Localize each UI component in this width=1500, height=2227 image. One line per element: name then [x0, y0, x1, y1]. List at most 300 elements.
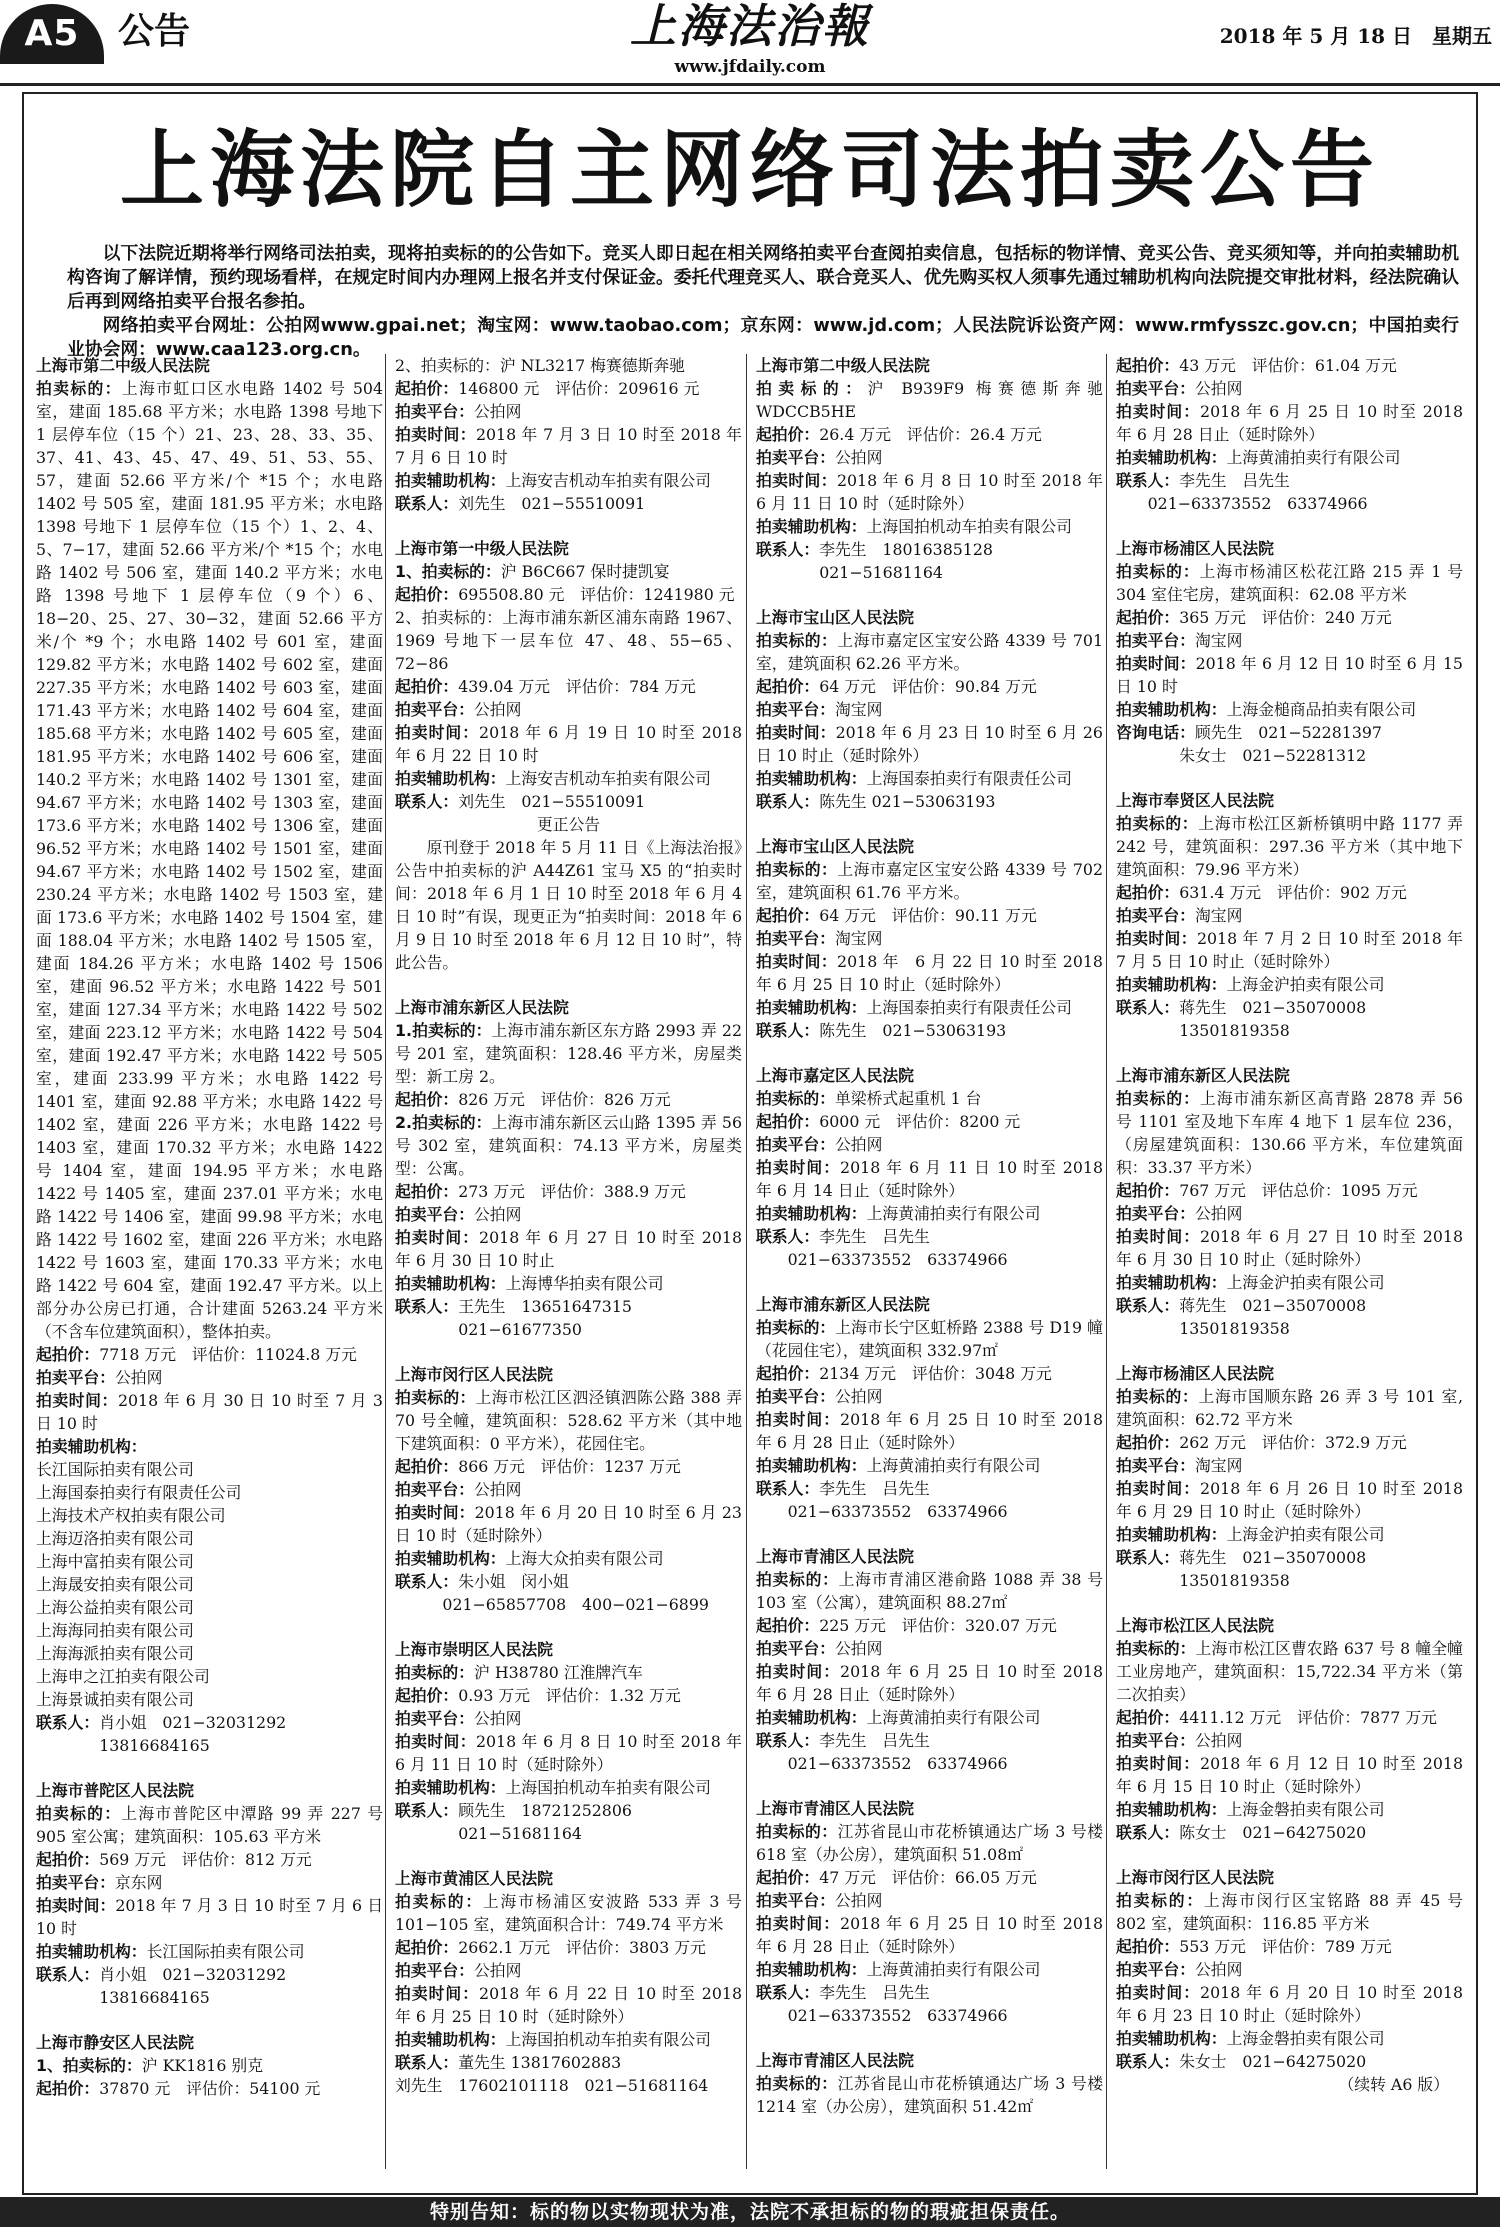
field-value: 公拍网 [1195, 1960, 1243, 1979]
entry-line [36, 1894, 383, 1940]
entry-line [1116, 1317, 1463, 1340]
entry-line [1116, 1225, 1463, 1271]
field-label: 拍卖辅助机构： [756, 1708, 867, 1727]
field-value: 7718 万元 评估价：11024.8 万元 [99, 1345, 357, 1364]
field-label: 起拍价： [756, 906, 820, 925]
field-label: 拍卖平台： [756, 1387, 835, 1406]
masthead-divider [0, 83, 1500, 86]
field-value: 公拍网 [115, 1368, 163, 1387]
field-value: 淘宝网 [835, 929, 883, 948]
field-label: 拍卖时间： [36, 1391, 118, 1410]
field-label: 拍卖时间： [1116, 402, 1201, 421]
entry-line [1116, 400, 1463, 446]
field-value: 江苏省昆山市花桥镇通达广场 3 号楼 618 室（办公房），建筑面积 51.08㎡ [756, 1822, 1103, 1864]
field-label: 起拍价： [1116, 356, 1180, 375]
auction-entry [1116, 537, 1463, 767]
field-value: 公拍网 [474, 1205, 522, 1224]
field-label: 起拍价： [36, 1345, 100, 1364]
field-value: 021−51681164 [756, 563, 943, 582]
entry-line [1116, 1637, 1463, 1706]
field-value: 公拍网 [474, 402, 522, 421]
field-value: 李先生 吕先生 [819, 1731, 930, 1750]
field-value: 淘宝网 [835, 700, 883, 719]
field-value: 2018 年 6 月 23 日 10 时至 6 月 26 日 10 时止（延时除外） [756, 723, 1103, 765]
field-value: 021−63373552 63374966 [756, 1502, 1008, 1521]
field-value: 上海技术产权拍卖有限公司 [36, 1506, 226, 1525]
field-value: 26.4 万元 评估价：26.4 万元 [819, 425, 1042, 444]
field-value: 2018 年 6 月 27 日 10 时至 2018 年 6 月 30 日 10 时止 [395, 1228, 742, 1270]
field-label: 拍卖时间： [756, 723, 836, 742]
field-value: 695508.80 元 评估价：1241980 元 [458, 585, 735, 604]
field-label: 起拍价： [756, 1616, 820, 1635]
entry-line [756, 1087, 1103, 1110]
entry-line [36, 1619, 383, 1642]
field-label: 起拍价： [1116, 1181, 1180, 1200]
entry-line [756, 1568, 1103, 1614]
field-value: 刘先生 17602101118 021−51681164 [395, 2076, 709, 2095]
field-value: 021−61677350 [395, 1320, 582, 1339]
field-label: 拍卖辅助机构： [36, 1437, 147, 1456]
field-value: 上海市青浦区港俞路 1088 弄 38 号 103 室（公寓），建筑面积 88.27㎡ [756, 1570, 1103, 1612]
entry-line [36, 1734, 383, 1757]
entry-line [756, 1477, 1103, 1500]
field-label: 拍卖平台： [1116, 379, 1195, 398]
field-value: 2018 年 6 月 20 日 10 时至 6 月 23 日 10 时（延时除外） [395, 1503, 742, 1545]
entry-line [1116, 1752, 1463, 1798]
field-value: 上海申之江拍卖有限公司 [36, 1667, 210, 1686]
field-value: 021−63373552 63374966 [1116, 494, 1368, 513]
field-value: 沪 KK1816 别克 [141, 2056, 264, 2075]
field-label: 拍卖平台： [395, 1961, 474, 1980]
field-value: 朱女士 021−52281312 [1116, 746, 1367, 765]
entry-line [395, 1936, 742, 1959]
field-value: 单梁桥式起重机 1 台 [835, 1089, 982, 1108]
entry-line [395, 1661, 742, 1684]
entry-line [756, 1660, 1103, 1706]
field-label: 拍卖平台： [1116, 1960, 1195, 1979]
entry-line [1116, 1019, 1463, 1042]
field-value: 上海市浦东新区东方路 2993 弄 22 号 201 室，建筑面积：128.46 平方米，房屋类型：新工房 2。 [395, 1021, 742, 1086]
entry-line [1116, 1958, 1463, 1981]
entry-line [395, 400, 742, 423]
auction-entry [756, 1545, 1103, 1775]
court-name: 上海市普陀区人民法院 [36, 1781, 194, 1800]
field-value: 公拍网 [835, 1891, 883, 1910]
field-value: 李先生 吕先生 [819, 1983, 930, 2002]
newspaper-logo: 上海法治報 [630, 0, 870, 53]
column-divider [1106, 354, 1107, 2169]
field-value: 上海国泰拍卖行有限责任公司 [36, 1483, 242, 1502]
field-value: 上海国拍机动车拍卖有限公司 [505, 1778, 711, 1797]
field-label: 联系人： [756, 792, 820, 811]
column-3 [756, 354, 1103, 2166]
entry-line [1116, 1889, 1463, 1935]
field-value: 上海景诚拍卖有限公司 [36, 1690, 194, 1709]
page-number-badge: A5 [0, 4, 104, 64]
entry-line [756, 1912, 1103, 1958]
field-value: 上海金沪拍卖有限公司 [1226, 1273, 1385, 1292]
field-value: 上海安吉机动车拍卖有限公司 [505, 769, 711, 788]
entry-line [1116, 1935, 1463, 1958]
field-label: 拍卖标的： [395, 1388, 476, 1407]
entry-line [395, 836, 742, 974]
field-label: 起拍价： [756, 1112, 820, 1131]
field-value: 李先生 吕先生 [819, 1227, 930, 1246]
entry-line [756, 904, 1103, 927]
field-label: 拍卖时间： [395, 425, 476, 444]
entry-line [1116, 744, 1463, 767]
entry-line [1116, 606, 1463, 629]
entry-line [395, 1180, 742, 1203]
entry-line [1116, 721, 1463, 744]
field-value: 沪 B6C667 保时捷凯宴 [500, 562, 670, 581]
field-label: 拍卖平台： [756, 1135, 835, 1154]
court-name: 上海市闵行区人民法院 [1116, 1868, 1274, 1887]
field-value: （续转 A6 版） [1338, 2075, 1449, 2094]
entry-line [395, 1203, 742, 1226]
field-value: 京东网 [115, 1873, 163, 1892]
entry-line [1116, 1454, 1463, 1477]
field-label: 拍卖时间： [756, 1410, 841, 1429]
entry-line [36, 1665, 383, 1688]
section-name: 公告 [118, 11, 191, 52]
field-label: 拍卖辅助机构： [1116, 975, 1227, 994]
field-label: 联系人： [395, 792, 459, 811]
entry-line [1116, 1087, 1463, 1179]
entry-line [395, 790, 742, 813]
field-value: 朱小姐 闵小姐 [458, 1572, 569, 1591]
field-value: 2662.1 万元 评估价：3803 万元 [458, 1938, 706, 1957]
entry-line [395, 1959, 742, 1982]
field-value: 0.93 万元 评估价：1.32 万元 [458, 1686, 681, 1705]
field-value: 47 万元 评估价：66.05 万元 [819, 1868, 1037, 1887]
auction-entry [756, 1293, 1103, 1523]
special-notice-bar: 特别告知：标的物以实物现状为准，法院不承担标的物的瑕疵担保责任。 [0, 2197, 1500, 2227]
court-name: 上海市崇明区人民法院 [395, 1640, 553, 1659]
entry-line [36, 1871, 383, 1894]
field-label: 拍卖标的： [1116, 562, 1200, 581]
field-value: 上海市浦东新区高青路 2878 弄 56 号 1101 室及地下车库 4 地下 1 层车位 236，（房屋建筑面积：130.66 平方米，车位建筑面积：33.37 平方米） [1116, 1089, 1463, 1177]
entry-line [1116, 698, 1463, 721]
field-label: 拍卖标的： [756, 1318, 836, 1337]
field-value: 021−51681164 [395, 1824, 582, 1843]
entry-line [756, 377, 1103, 423]
entry-line [1116, 1523, 1463, 1546]
entry-line [1116, 1202, 1463, 1225]
entry-line [1116, 629, 1463, 652]
court-name: 上海市闵行区人民法院 [395, 1365, 553, 1384]
field-label: 拍卖时间： [1116, 654, 1196, 673]
court-name: 上海市杨浦区人民法院 [1116, 1364, 1274, 1383]
court-name: 上海市静安区人民法院 [36, 2033, 194, 2052]
entry-line [756, 1866, 1103, 1889]
auction-entry [395, 1363, 742, 1616]
field-value: 上海市松江区曹农路 637 号 8 幢全幢工业房地产，建筑面积：15,722.34 平方米（第二次拍卖） [1116, 1639, 1463, 1704]
entry-line [1116, 469, 1463, 492]
field-value: 2018 年 6 月 8 日 10 时至 2018 年 6 月 11 日 10 时（延时除外） [756, 471, 1103, 513]
field-label: 拍卖平台： [756, 1639, 835, 1658]
court-name: 上海市宝山区人民法院 [756, 608, 914, 627]
field-label: 拍卖平台： [1116, 1731, 1195, 1750]
field-value: 2、拍卖标的：上海市浦东新区浦东南路 1967、1969 号地下一层车位 47、48、55−65、72−86 [395, 608, 742, 673]
field-label: 拍卖时间： [395, 723, 480, 742]
entry-line [395, 423, 742, 469]
field-value: 肖小姐 021−32031292 [99, 1713, 287, 1732]
auction-entry [36, 1779, 383, 2009]
field-label: 拍卖标的： [36, 1804, 122, 1823]
entry-line [395, 1295, 742, 1318]
field-label: 拍卖辅助机构： [1116, 700, 1227, 719]
field-label: 拍卖标的： [395, 1892, 483, 1911]
auction-entry [756, 606, 1103, 813]
field-value: 肖小姐 021−32031292 [99, 1965, 287, 1984]
entry-line [1116, 1385, 1463, 1431]
auction-entry [756, 835, 1103, 1042]
entry-line [1116, 1981, 1463, 2027]
field-value: 13501819358 [1116, 1571, 1290, 1590]
entry-line [395, 583, 742, 606]
field-value: 2018 年 6 月 30 日 10 时至 7 月 3 日 10 时 [36, 1391, 383, 1433]
field-value: 365 万元 评估价：240 万元 [1179, 608, 1392, 627]
entry-line [395, 606, 742, 675]
field-value: 146800 元 评估价：209616 元 [458, 379, 700, 398]
entry-line [1116, 1477, 1463, 1523]
field-label: 拍卖时间： [395, 1984, 480, 2003]
field-value: 2018 年 6 月 26 日 10 时至 2018 年 6 月 29 日 10 时止（延时除外） [1116, 1479, 1463, 1521]
field-label: 拍卖辅助机构： [756, 1456, 867, 1475]
field-label: 拍卖标的： [395, 1663, 474, 1682]
field-label: 拍卖平台： [756, 1891, 835, 1910]
field-value: 李先生 吕先生 [1179, 471, 1290, 490]
field-label: 拍卖标的： [1116, 1387, 1199, 1406]
field-label: 拍卖标的： [756, 2074, 838, 2093]
field-value: 2134 万元 评估价：3048 万元 [819, 1364, 1052, 1383]
entry-line [395, 377, 742, 400]
entry-line [36, 1596, 383, 1619]
entry-line [1116, 812, 1463, 881]
entry-line [395, 1226, 742, 1272]
court-name: 上海市黄浦区人民法院 [395, 1869, 553, 1888]
field-value: 上海黄浦拍卖行有限公司 [866, 1204, 1041, 1223]
field-value: 569 万元 评估价：812 万元 [99, 1850, 312, 1869]
field-value: 上海市嘉定区宝安公路 4339 号 701 室，建筑面积 62.26 平方米。 [756, 631, 1103, 673]
field-label: 拍卖平台： [36, 1368, 115, 1387]
entry-line [756, 561, 1103, 584]
field-label: 起拍价： [1116, 608, 1180, 627]
field-label: 拍卖时间： [395, 1732, 476, 1751]
entry-line [1116, 1569, 1463, 1592]
field-label: 2.拍卖标的： [395, 1113, 492, 1132]
field-value: 2018 年 6 月 11 日 10 时至 2018 年 6 月 14 日止（延时除外） [756, 1158, 1103, 1200]
entry-line [756, 950, 1103, 996]
entry-line [1116, 1431, 1463, 1454]
entry-line [756, 1110, 1103, 1133]
column-divider [746, 354, 747, 2169]
field-label: 起拍价： [756, 425, 820, 444]
field-value: 021−65857708 400−021−6899 [395, 1595, 709, 1614]
entry-line [395, 1982, 742, 2028]
field-label: 拍卖辅助机构： [36, 1942, 147, 1961]
field-value: 2018 年 7 月 3 日 10 时至 2018 年 7 月 6 日 10 时 [395, 425, 742, 467]
entry-line [36, 1504, 383, 1527]
auction-entry [756, 2049, 1103, 2118]
entry-line [395, 1019, 742, 1088]
field-value: 公拍网 [835, 1135, 883, 1154]
field-label: 拍卖平台： [36, 1873, 115, 1892]
entry-line [756, 1316, 1103, 1362]
field-value: 2018 年 6 月 20 日 10 时至 2018 年 6 月 23 日 10 时止（延时除外） [1116, 1983, 1463, 2025]
notice-title: 上海法院自主网络司法拍卖公告 [119, 121, 1380, 219]
field-value: 蒋先生 021−35070008 [1179, 1296, 1367, 1315]
entry-line [756, 1706, 1103, 1729]
entry-line [1116, 927, 1463, 973]
entry-line [36, 1550, 383, 1573]
auction-entry [395, 996, 742, 1341]
field-label: 1、拍卖标的： [36, 2056, 142, 2075]
entry-line [1116, 354, 1463, 377]
field-value: 上海国泰拍卖行有限责任公司 [866, 769, 1072, 788]
field-value: 上海国拍机动车拍卖有限公司 [866, 517, 1072, 536]
field-value: 2018 年 6 月 25 日 10 时至 2018 年 6 月 28 日止（延时除外） [756, 1410, 1103, 1452]
entry-line [1116, 973, 1463, 996]
entry-line [756, 1408, 1103, 1454]
field-label: 拍卖平台： [1116, 906, 1195, 925]
newspaper-url[interactable]: www.jfdaily.com [674, 57, 826, 77]
field-value: 021−63373552 63374966 [756, 2006, 1008, 2025]
field-label: 起拍价： [395, 1938, 459, 1957]
field-value: 公拍网 [474, 1480, 522, 1499]
field-value: 公拍网 [1195, 1731, 1243, 1750]
entry-line [756, 629, 1103, 675]
field-label: 拍卖辅助机构： [1116, 1800, 1227, 1819]
entry-line [756, 1362, 1103, 1385]
field-value: 262 万元 评估价：372.9 万元 [1179, 1433, 1407, 1452]
auction-entry [756, 1797, 1103, 2027]
field-label: 拍卖平台： [1116, 1204, 1195, 1223]
field-value: 上海公益拍卖有限公司 [36, 1598, 194, 1617]
court-name: 上海市杨浦区人民法院 [1116, 539, 1274, 558]
field-value: 沪 B939F9 梅赛德斯奔驰 WDCCB5HE [756, 379, 1103, 421]
entry-line [395, 1455, 742, 1478]
field-value: 陈先生 021−53063193 [819, 1021, 1007, 1040]
field-label: 拍卖辅助机构： [395, 1778, 506, 1797]
entry-line [36, 1389, 383, 1435]
field-value: 上海大众拍卖有限公司 [505, 1549, 664, 1568]
entry-line [1116, 1798, 1463, 1821]
entry-line [1116, 2027, 1463, 2050]
field-label: 拍卖辅助机构： [395, 2030, 506, 2049]
entry-line [36, 1986, 383, 2009]
auction-entry [1116, 1614, 1463, 1844]
field-label: 拍卖标的： [1116, 1891, 1204, 1910]
field-label: 拍卖辅助机构： [395, 1274, 506, 1293]
field-label: 起拍价： [36, 1850, 100, 1869]
entry-line [36, 2054, 383, 2077]
field-value: 2、拍卖标的：沪 NL3217 梅赛德斯奔驰 [395, 356, 685, 375]
field-label: 联系人： [1116, 998, 1180, 1017]
field-value: 淘宝网 [1195, 1456, 1243, 1475]
entry-line [756, 1019, 1103, 1042]
field-label: 起拍价： [395, 1457, 459, 1476]
entry-line [756, 1637, 1103, 1660]
entry-line [1116, 1294, 1463, 1317]
entry-line [756, 721, 1103, 767]
entry-line [395, 492, 742, 515]
field-value: 上海市杨浦区松花江路 215 弄 1 号 304 室住宅房，建筑面积：62.08 平方米 [1116, 562, 1463, 604]
field-value: 13816684165 [36, 1988, 210, 2007]
entry-line [1116, 996, 1463, 1019]
field-label: 联系人： [1116, 1296, 1180, 1315]
entry-line [756, 1133, 1103, 1156]
field-label: 拍卖平台： [395, 402, 474, 421]
column-4 [1116, 354, 1463, 2166]
field-label: 起拍价： [756, 1364, 820, 1383]
field-label: 联系人： [36, 1713, 100, 1732]
field-label: 拍卖时间： [756, 1662, 841, 1681]
field-label: 拍卖平台： [395, 1480, 474, 1499]
field-label: 拍卖平台： [756, 700, 835, 719]
field-value: 长江国际拍卖有限公司 [146, 1942, 305, 1961]
field-label: 联系人： [1116, 471, 1180, 490]
field-label: 拍卖时间： [395, 1228, 480, 1247]
entry-line [756, 1981, 1103, 2004]
column-2 [395, 354, 742, 2166]
field-value: 2018 年 6 月 8 日 10 时至 2018 年 6 月 11 日 10 时（延时除外） [395, 1732, 742, 1774]
entry-line [36, 2077, 383, 2100]
field-label: 拍卖标的： [36, 379, 122, 398]
court-name: 上海市嘉定区人民法院 [756, 1066, 914, 1085]
field-value: 公拍网 [835, 448, 883, 467]
field-value: 上海海派拍卖有限公司 [36, 1644, 194, 1663]
entry-line [36, 1688, 383, 1711]
field-value: 4411.12 万元 评估价：7877 万元 [1179, 1708, 1437, 1727]
field-label: 拍卖辅助机构： [756, 769, 867, 788]
field-label: 联系人： [395, 2053, 459, 2072]
field-value: 2018 年 6 月 22 日 10 时至 2018 年 6 月 25 日 10 时（延时除外） [395, 1984, 742, 2026]
entry-line [756, 1156, 1103, 1202]
field-value: 顾先生 18721252806 [458, 1801, 632, 1820]
auction-entry [1116, 354, 1463, 515]
entry-line [1116, 446, 1463, 469]
field-label: 拍卖平台： [1116, 1456, 1195, 1475]
masthead [0, 0, 1500, 84]
field-label: 拍卖标的： [756, 1822, 838, 1841]
notice-intro [67, 242, 1459, 362]
court-name: 上海市第二中级人民法院 [36, 356, 210, 375]
field-label: 拍卖时间： [756, 471, 837, 490]
field-value: 上海黄浦拍卖行有限公司 [866, 1456, 1041, 1475]
field-value: 2018 年 6 月 12 日 10 时至 2018 年 6 月 15 日 10 时止（延时除外） [1116, 1754, 1463, 1796]
field-value: 上海市浦东新区云山路 1395 弄 56 号 302 室，建筑面积：74.13 平方米，房屋类型：公寓。 [395, 1113, 742, 1178]
field-value: 陈女士 021−64275020 [1179, 1823, 1367, 1842]
entry-line [395, 1707, 742, 1730]
field-label: 拍卖辅助机构： [1116, 2029, 1227, 2048]
field-value: 43 万元 评估价：61.04 万元 [1179, 356, 1397, 375]
auction-entry [395, 1867, 742, 2097]
field-label: 起拍价： [756, 677, 820, 696]
entry-line [395, 813, 742, 836]
entry-line [1116, 1179, 1463, 1202]
field-value: 13816684165 [36, 1736, 210, 1755]
field-label: 起拍价： [395, 379, 459, 398]
field-label: 拍卖辅助机构： [395, 471, 506, 490]
entry-line [756, 1752, 1103, 1775]
field-label: 起拍价： [395, 1182, 459, 1201]
entry-line [756, 996, 1103, 1019]
field-value: 上海市长宁区虹桥路 2388 号 D19 幢（花园住宅），建筑面积 332.97㎡ [756, 1318, 1103, 1360]
entry-line [395, 1822, 742, 1845]
field-label: 拍卖标的： [756, 379, 868, 398]
